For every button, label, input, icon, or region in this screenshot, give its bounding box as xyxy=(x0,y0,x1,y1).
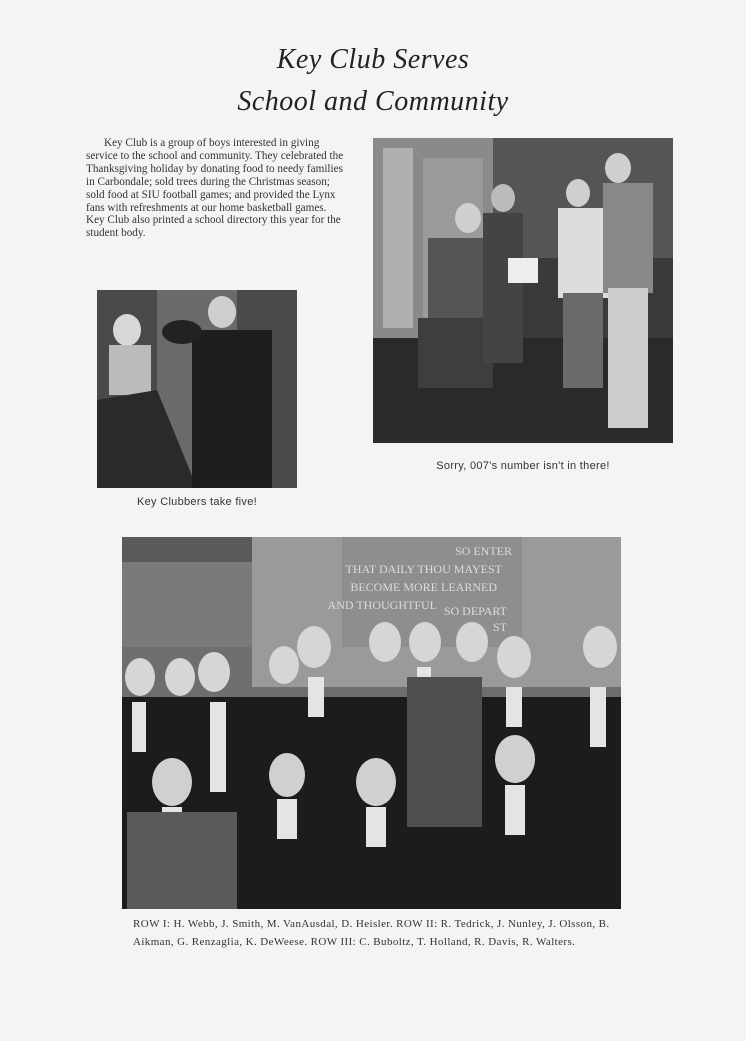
wall-text-2: THAT DAILY THOU MAYEST xyxy=(345,562,502,576)
photo-key-clubbers xyxy=(97,290,297,488)
wall-text-6: ST xyxy=(492,620,507,634)
wall-text-3: BECOME MORE LEARNED xyxy=(350,580,497,594)
photo-directory xyxy=(373,138,673,443)
photo-group xyxy=(122,537,621,909)
page-title-line-1: Key Club Serves xyxy=(276,44,470,75)
caption-directory: Sorry, 007's number isn't in there! xyxy=(436,460,610,472)
wall-text-1: SO ENTER xyxy=(455,544,512,558)
caption-key-clubbers: Key Clubbers take five! xyxy=(136,496,257,508)
page-title-line-2: School and Community xyxy=(237,86,509,117)
caption-group-roster: ROW I: H. Webb, J. Smith, M. VanAusdal, D. Heisler. ROW II: R. Tedrick, J. Nunley, J. Olsson, B. Aikman, G. Renzaglia, K. DeWeese. ROW III: C. Buboltz, T. Holland, R. Davis, R. Walters. xyxy=(133,918,610,948)
intro-paragraph: Key Club is a group of boys interested in giving service to the school and community. They celebrated the Thanksgiving holiday by donating food to needy families in Carbondale; sold trees during the Christmas season; sold food at SIU football games; and provided the Lynx fans with refreshments at our home basketball games. Key Club also printed a school directory this year for the student body. xyxy=(86,137,344,240)
wall-text-4: AND THOUGHTFUL xyxy=(327,598,437,612)
wall-text-5: SO DEPART xyxy=(443,604,507,618)
